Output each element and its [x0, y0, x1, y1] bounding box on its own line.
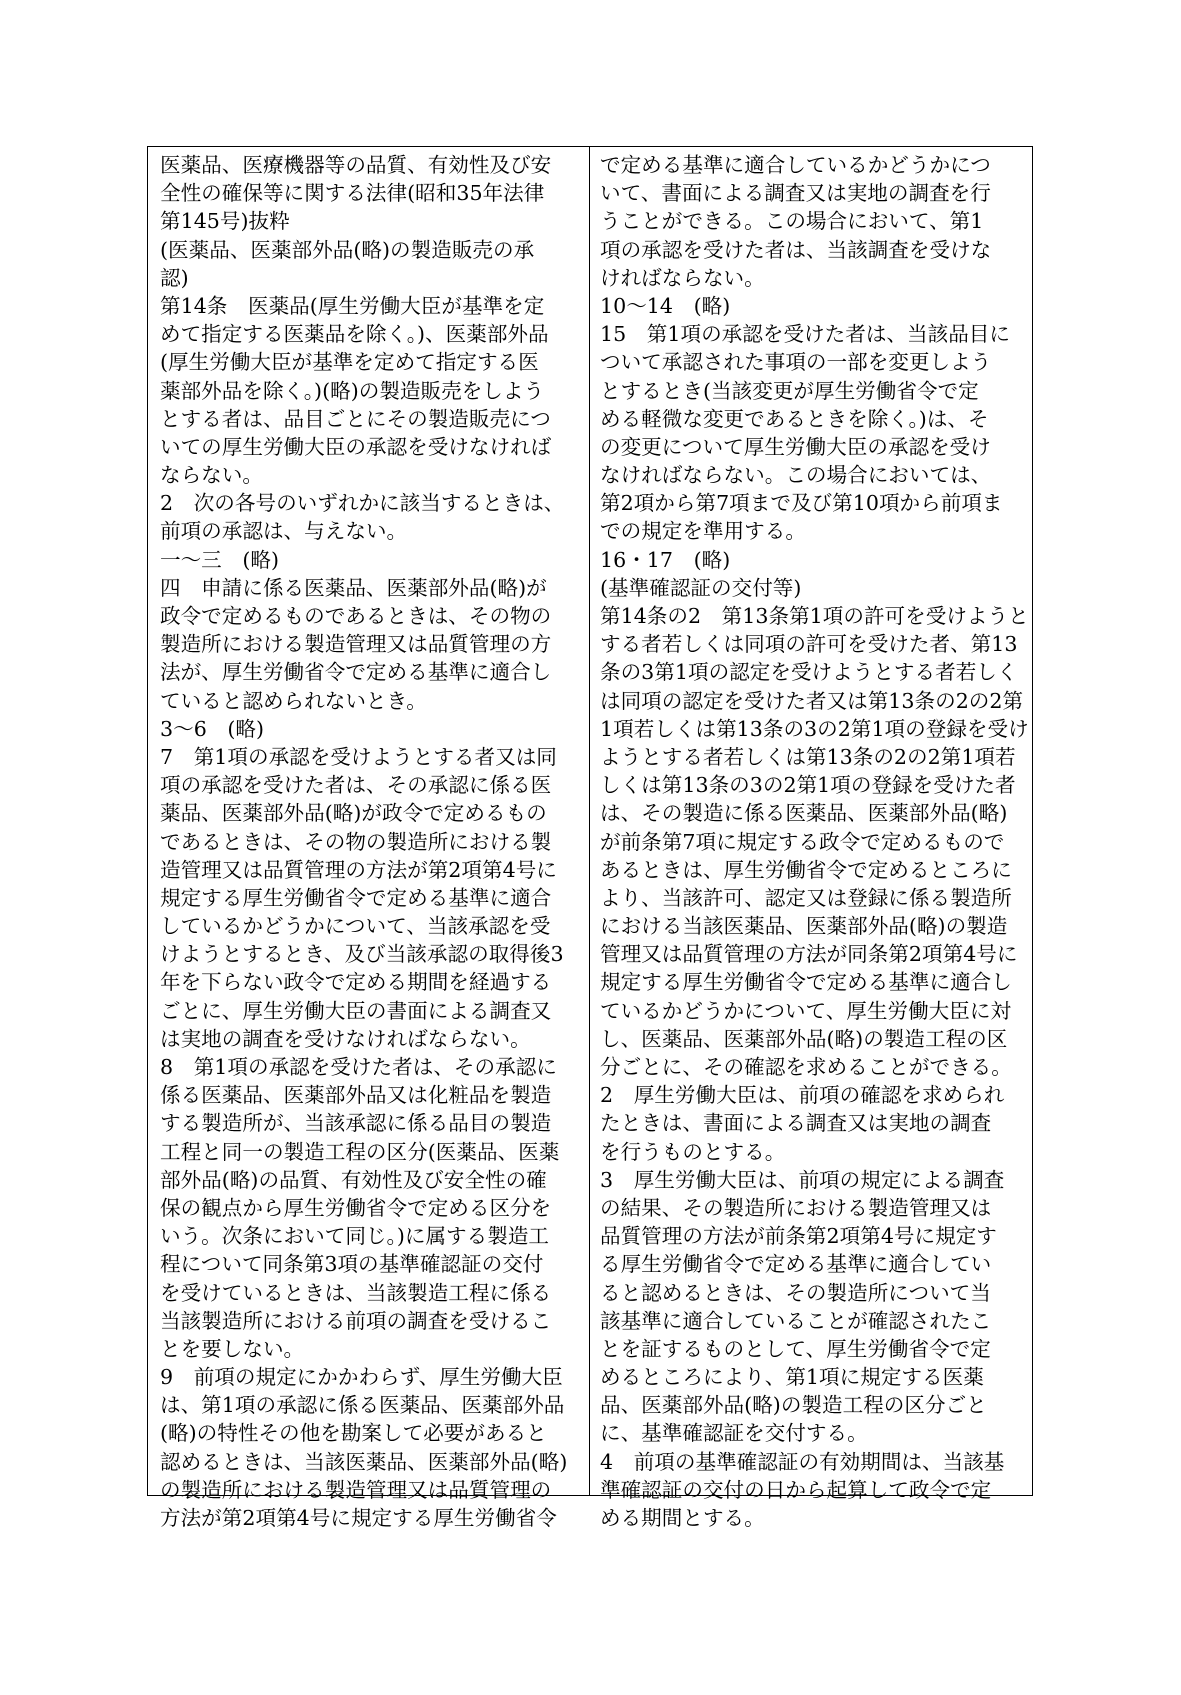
text-line: の結果、その製造所における製造管理又は	[600, 1195, 992, 1220]
text-line: 1項若しくは第13条の3の2第1項の登録を受け	[600, 716, 1029, 741]
text-line: に、基準確認証を交付する。	[600, 1421, 868, 1446]
text-line: たときは、書面による調査又は実地の調査	[600, 1111, 992, 1136]
text-line: 規定する厚生労働省令で定める基準に適合	[160, 885, 552, 910]
text-line: いて、書面による調査又は実地の調査を行	[600, 181, 991, 206]
text-line: する製造所が、当該承認に係る品目の製造	[160, 1111, 552, 1136]
law-excerpt-table	[147, 146, 1033, 1530]
text-line: とを証するものとして、厚生労働省令で定	[600, 1336, 991, 1361]
text-line: 9 前項の規定にかかわらず、厚生労働大臣	[160, 1365, 563, 1390]
text-line: 薬部外品を除く。)(略)の製造販売をしよう	[160, 378, 545, 403]
text-line: する者若しくは同項の許可を受けた者、第13	[600, 632, 1018, 657]
text-line: めて指定する医薬品を除く。)、医薬部外品	[160, 322, 549, 347]
text-line: なければならない。この場合においては、	[600, 463, 992, 488]
text-line: 3 厚生労働大臣は、前項の規定による調査	[600, 1167, 1005, 1192]
text-line: 第14条 医薬品(厚生労働大臣が基準を定	[160, 293, 545, 318]
text-line: いう。次条において同じ。)に属する製造工	[160, 1224, 550, 1249]
text-line: での規定を準用する。	[600, 519, 806, 544]
text-line: であるときは、その物の製造所における製	[160, 829, 552, 854]
text-line: 10～14 (略)	[600, 293, 731, 318]
text-line: における当該医薬品、医薬部外品(略)の製造	[600, 914, 1008, 939]
text-line: (医薬品、医薬部外品(略)の製造販売の承	[160, 237, 535, 262]
text-line: を行うものとする。	[600, 1139, 786, 1164]
text-line: ると認めるときは、その製造所について当	[600, 1280, 991, 1305]
text-line: うことができる。この場合において、第1	[600, 209, 984, 234]
text-line: 製造所における製造管理又は品質管理の方	[160, 632, 552, 657]
text-line: 程について同条第3項の基準確認証の交付	[160, 1252, 544, 1277]
text-line: 方法が第2項第4号に規定する厚生労働省令	[160, 1506, 557, 1530]
text-line: の変更について厚生労働大臣の承認を受け	[600, 434, 991, 459]
text-line: ならない。	[160, 463, 263, 488]
text-line: を受けているときは、当該製造工程に係る	[160, 1280, 552, 1305]
text-line: あるときは、厚生労働省令で定めるところに	[600, 857, 1012, 882]
text-line: 第14条の2 第13条第1項の許可を受けようと	[600, 604, 1029, 628]
text-line: 分ごとに、その確認を求めることができる。	[600, 1055, 1012, 1079]
text-line: 認)	[160, 265, 189, 290]
text-line: 係る医薬品、医薬部外品又は化粧品を製造	[160, 1083, 552, 1108]
right-column	[590, 147, 1031, 1530]
text-line: 医薬品、医療機器等の品質、有効性及び安	[160, 153, 552, 177]
text-line: 7 第1項の承認を受けようとする者又は同	[160, 744, 557, 769]
text-line: 認めるときは、当該医薬品、医薬部外品(略)	[160, 1449, 568, 1474]
text-line: 4 前項の基準確認証の有効期間は、当該基	[600, 1449, 1005, 1474]
text-line: める期間とする。	[600, 1506, 765, 1530]
text-line: 四 申請に係る医薬品、医薬部外品(略)が	[160, 575, 547, 600]
text-line: 品質管理の方法が前条第2項第4号に規定す	[600, 1224, 997, 1249]
text-line: 8 第1項の承認を受けた者は、その承認に	[160, 1055, 557, 1079]
text-line: 2 次の各号のいずれかに該当するときは、	[160, 491, 565, 516]
text-line: 全性の確保等に関する法律(昭和35年法律	[160, 181, 545, 206]
text-line: 項の承認を受けた者は、当該調査を受けな	[600, 237, 992, 262]
text-line: 前項の承認は、与えない。	[160, 519, 408, 544]
text-line: 品、医薬部外品(略)の製造工程の区分ごと	[600, 1393, 987, 1418]
text-line: (厚生労働大臣が基準を定めて指定する医	[160, 350, 539, 375]
text-line: ようとする者若しくは第13条の2の2第1項若	[600, 744, 1016, 769]
left-column	[148, 147, 590, 1530]
text-line: の製造所における製造管理又は品質管理の	[160, 1477, 552, 1502]
text-line: しくは第13条の3の2第1項の登録を受けた者	[600, 773, 1016, 798]
text-line: 項の承認を受けた者は、その承認に係る医	[160, 773, 552, 798]
text-line: とする者は、品目ごとにその製造販売につ	[160, 406, 551, 431]
text-line: は同項の認定を受けた者又は第13条の2の2第	[600, 688, 1024, 713]
text-line: は、第1項の承認に係る医薬品、医薬部外品	[160, 1393, 565, 1418]
text-line: 規定する厚生労働省令で定める基準に適合し	[600, 970, 1012, 995]
text-line: 3～6 (略)	[160, 716, 265, 741]
text-line: が前条第7項に規定する政令で定めるもので	[600, 829, 1005, 854]
text-line: 工程と同一の製造工程の区分(医薬品、医薬	[160, 1139, 560, 1164]
text-line: 条の3第1項の認定を受けようとする者若しく	[600, 660, 1018, 685]
text-line: 準確認証の交付の日から起算して政令で定	[600, 1477, 992, 1502]
text-line: とを要しない。	[160, 1336, 305, 1361]
text-line: 法が、厚生労働省令で定める基準に適合し	[160, 660, 552, 685]
text-line: ていると認められないとき。	[160, 688, 427, 713]
text-line: は、その製造に係る医薬品、医薬部外品(略)	[600, 801, 1008, 826]
text-line: しているかどうかについて、当該承認を受	[160, 914, 551, 939]
text-line: る厚生労働省令で定める基準に適合してい	[600, 1252, 992, 1277]
text-line: で定める基準に適合しているかどうかにつ	[600, 153, 991, 177]
text-line: より、当該許可、認定又は登録に係る製造所	[600, 885, 1012, 910]
text-line: 薬品、医薬部外品(略)が政令で定めるもの	[160, 801, 547, 826]
text-line: 第2項から第7項まで及び第10項から前項ま	[600, 491, 1003, 516]
text-line: 15 第1項の承認を受けた者は、当該品目に	[600, 322, 1010, 347]
text-line: めるところにより、第1項に規定する医薬	[600, 1365, 984, 1390]
text-line: は実地の調査を受けなければならない。	[160, 1026, 531, 1051]
text-line: 一～三 (略)	[160, 547, 280, 572]
text-line: けようとするとき、及び当該承認の取得後3	[160, 942, 564, 967]
text-line: いての厚生労働大臣の承認を受けなければ	[160, 434, 552, 459]
text-line: 造管理又は品質管理の方法が第2項第4号に	[160, 857, 557, 882]
text-line: (基準確認証の交付等)	[600, 575, 802, 600]
text-line: 部外品(略)の品質、有効性及び安全性の確	[160, 1167, 547, 1192]
text-line: ごとに、厚生労働大臣の書面による調査又	[160, 998, 552, 1023]
text-line: 政令で定めるものであるときは、その物の	[160, 604, 552, 628]
text-line: 管理又は品質管理の方法が同条第2項第4号に	[600, 942, 1018, 967]
text-line: し、医薬品、医薬部外品(略)の製造工程の区	[600, 1026, 1008, 1051]
text-line: 第145号)抜粋	[160, 209, 290, 234]
text-line: 年を下らない政令で定める期間を経過する	[160, 970, 552, 995]
text-line: ているかどうかについて、厚生労働大臣に対	[600, 998, 1012, 1023]
text-line: ついて承認された事項の一部を変更しよう	[600, 350, 992, 375]
text-line: 16・17 (略)	[600, 547, 731, 572]
text-line: 2 厚生労働大臣は、前項の確認を求められ	[600, 1083, 1005, 1108]
text-line: ければならない。	[600, 265, 765, 290]
text-line: 該基準に適合していることが確認されたこ	[600, 1308, 992, 1333]
text-line: とするとき(当該変更が厚生労働省令で定	[600, 378, 979, 403]
text-line: 当該製造所における前項の調査を受けるこ	[160, 1308, 552, 1333]
text-line: (略)の特性その他を勘案して必要があると	[160, 1421, 547, 1446]
text-line: 保の観点から厚生労働省令で定める区分を	[160, 1195, 552, 1220]
text-line: める軽微な変更であるときを除く。)は、そ	[600, 406, 989, 431]
